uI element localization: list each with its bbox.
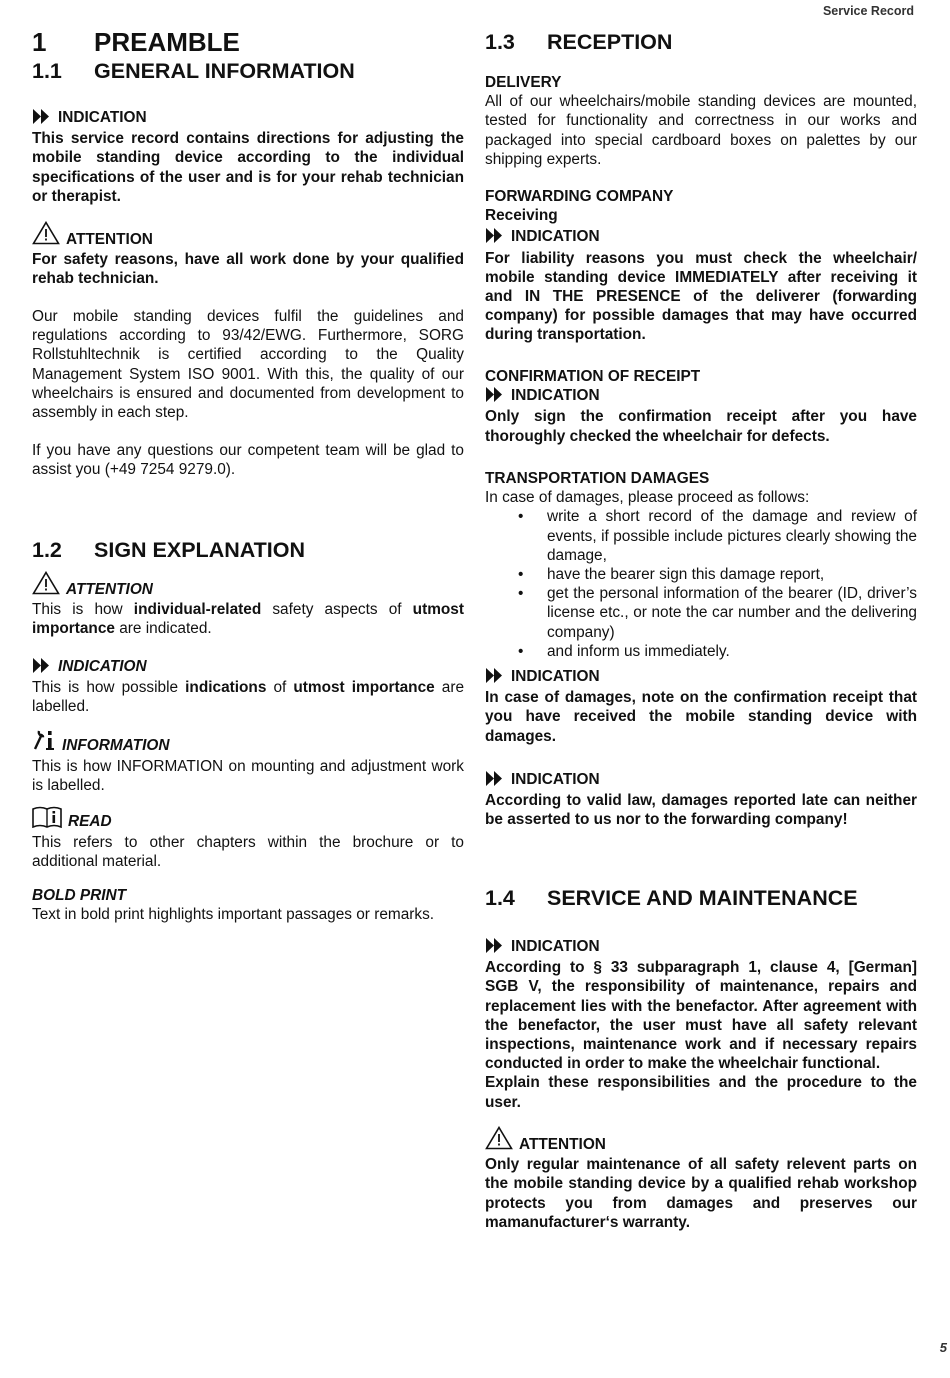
damage-steps-list (485, 507, 917, 661)
section-1-3-heading (485, 29, 672, 55)
receiving-label: Receiving (485, 207, 558, 225)
late-report-indication-text: According to valid law, damages reported late can neither be asserted to us nor to the forwarding company! (485, 792, 917, 829)
fast-forward-icon (485, 771, 505, 791)
fast-forward-icon (485, 228, 505, 248)
section-title: SERVICE AND MAINTENANCE (547, 886, 858, 910)
certification-paragraph: Our mobile standing devices fulfil the guidelines and regulations according to 93/42/EWG. Furthermore, SORG Rollstuhltechnik is certified according to the Quality Management System ISO 9001. With this, the quality of our wheelchairs is ensured and documented from development to assembly in each step. (32, 308, 464, 422)
attention-label: ATTENTION (32, 571, 464, 600)
chapter-heading (32, 28, 240, 56)
wrench-info-icon (32, 728, 56, 757)
chapter-title: PREAMBLE (94, 27, 240, 57)
information-explanation: This is how INFORMATION on mounting and adjustment work is labelled. (32, 758, 464, 795)
sign-read-block (32, 806, 464, 872)
book-icon (32, 806, 62, 833)
running-header: Service Record (822, 4, 914, 18)
indication-text: This service record contains directions for adjusting the mobile standing device according to the individual specifications of the user and is for your rehab technician or therapist. (32, 130, 464, 205)
attention-label: ATTENTION (32, 221, 464, 250)
read-explanation: This refers to other chapters within the brochure or to additional material. (32, 834, 464, 871)
indication-label: INDICATION (32, 657, 464, 678)
sign-information-block (32, 728, 464, 796)
warning-triangle-icon (32, 571, 60, 600)
bold-print-explanation: Text in bold print highlights important passages or remarks. (32, 906, 435, 924)
confirmation-indication-text: Only sign the confirmation receipt after you have thoroughly checked the wheelchair for defects. (485, 408, 917, 445)
fast-forward-icon (32, 109, 52, 129)
fast-forward-icon (485, 668, 505, 688)
sign-bold-print-block (32, 886, 464, 924)
chapter-number: 1 (32, 27, 47, 57)
late-report-indication-block (485, 770, 917, 830)
transport-label: TRANSPORTATION DAMAGES (485, 470, 710, 487)
section-1-2-heading (32, 537, 305, 563)
list-item: • get the personal information of the bearer (ID, driver’s license etc., or note the car number and the delivering company) (518, 585, 917, 641)
fast-forward-icon (485, 387, 505, 407)
general-attention-block (32, 221, 464, 289)
maintenance-indication-text: According to § 33 subparagraph 1, clause 4, [German] SGB V, the responsibility of maintenance, repairs and replacement lies with the benefactor. After agreement with the benefactor, the user must have all safety relevant inspections, maintenance work and if necessary repairs conducted in order to make the wheelchair functional. (485, 959, 917, 1073)
delivery-text: All of our wheelchairs/mobile standing devices are mounted, tested for functionality and correctness in our works and packaged into special cardboard boxes on palettes by our shipping experts. (485, 93, 917, 168)
delivery-block (485, 73, 917, 169)
section-title: RECEPTION (547, 30, 673, 54)
indication-explanation: This is how possible indications of utmost importance are labelled. (32, 679, 465, 716)
transport-intro: In case of damages, please proceed as follows: (485, 489, 810, 507)
section-title: GENERAL INFORMATION (94, 59, 355, 83)
contact-paragraph: If you have any questions our competent team will be glad to assist you (+49 7254 9279.0). (32, 442, 464, 479)
confirmation-block (485, 367, 917, 446)
indication-label: INDICATION (32, 108, 464, 129)
indication-label: INDICATION (485, 667, 917, 688)
fast-forward-icon (485, 938, 505, 958)
warning-triangle-icon (485, 1126, 513, 1155)
section-number: 1.2 (32, 538, 62, 562)
maintenance-indication-block (485, 937, 917, 1112)
section-number: 1.1 (32, 59, 62, 83)
indication-label: INDICATION (485, 227, 917, 248)
section-number: 1.4 (485, 886, 515, 910)
indication-label: INDICATION (485, 937, 917, 958)
delivery-label: DELIVERY (485, 74, 562, 91)
list-item: • have the bearer sign this damage report, (518, 566, 825, 584)
general-indication-block (32, 108, 464, 206)
sign-attention-block (32, 571, 464, 639)
list-item: • write a short record of the damage and review of events, if possible include pictures clearly showing the damage, (518, 508, 917, 564)
fast-forward-icon (32, 658, 52, 678)
section-1-1-heading (32, 58, 355, 84)
warning-triangle-icon (32, 221, 60, 250)
sign-indication-block (32, 657, 464, 717)
forwarding-label: FORWARDING COMPANY (485, 188, 674, 205)
section-title: SIGN EXPLANATION (94, 538, 306, 562)
bold-print-label: BOLD PRINT (32, 887, 127, 904)
read-label: READ (32, 806, 464, 833)
section-1-4-heading (485, 885, 858, 911)
attention-explanation: This is how individual-related safety aspects of utmost importance are indicated. (32, 601, 464, 638)
page-number: 5 (939, 1340, 947, 1355)
indication-label: INDICATION (485, 770, 917, 791)
maintenance-attention-text: Only regular maintenance of all safety relevent parts on the mobile standing device by a qualified rehab workshop protects you from damages and preserves our mamanufacturer‘s warranty. (485, 1156, 917, 1231)
confirmation-label: CONFIRMATION OF RECEIPT (485, 368, 701, 385)
attention-label: ATTENTION (485, 1126, 917, 1155)
damages-indication-text: In case of damages, note on the confirmation receipt that you have received the mobile standing device with damages. (485, 689, 917, 745)
transport-damages-block (485, 469, 917, 661)
indication-label: INDICATION (485, 386, 917, 407)
liability-indication-text: For liability reasons you must check the wheelchair/ mobile standing device IMMEDIATELY after receiving it and IN THE PRESENCE of the deliverer (forwarding company) for possible damages that may have occurred during transportation. (485, 249, 917, 344)
attention-text: For safety reasons, have all work done by your qualified rehab technician. (32, 251, 464, 288)
section-number: 1.3 (485, 30, 515, 54)
maintenance-indication-text-2: Explain these responsibilities and the procedure to the user. (485, 1074, 917, 1111)
maintenance-attention-block (485, 1126, 917, 1232)
forwarding-block (485, 187, 917, 345)
list-item: • and inform us immediately. (518, 642, 730, 660)
information-label: INFORMATION (32, 728, 464, 757)
damages-indication-block (485, 667, 917, 746)
